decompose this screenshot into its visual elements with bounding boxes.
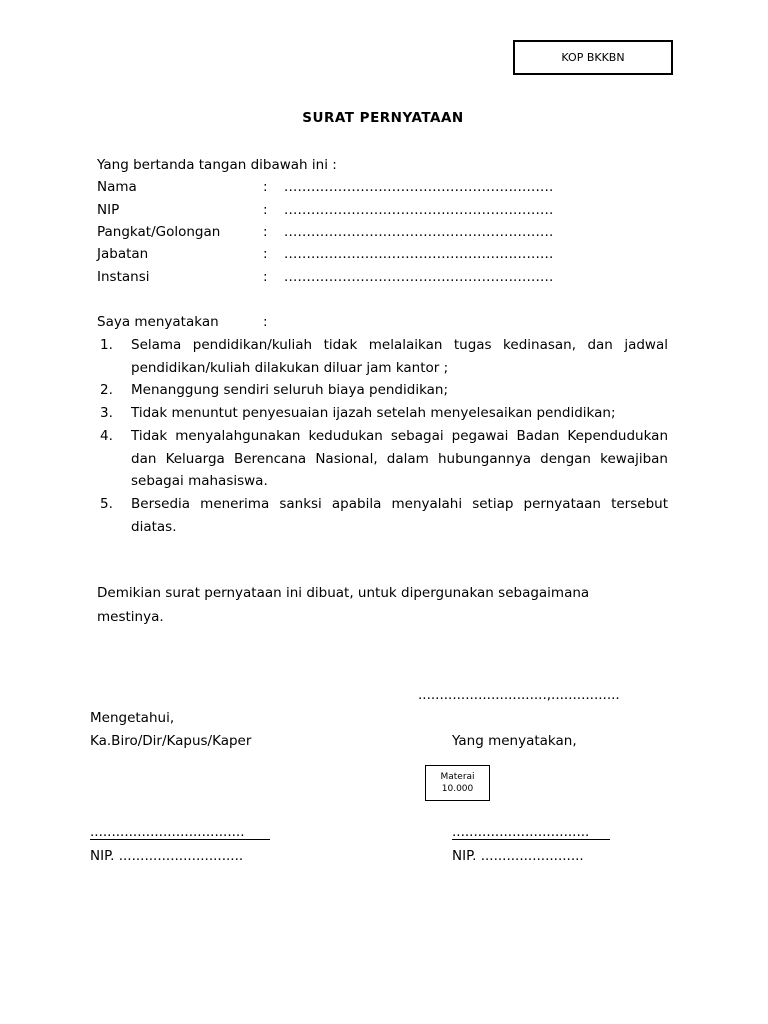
declarant-nip: NIP. ........................ xyxy=(452,848,584,864)
field-label: Instansi xyxy=(97,269,150,285)
field-value: ............................................................ xyxy=(284,179,554,195)
list-item xyxy=(97,334,668,379)
list-text: Selama pendidikan/kuliah tidak melalaikan tugas kedinasan, dan jadwal pendidikan/kuliah dilakukan diluar jam kantor ; xyxy=(131,337,668,376)
field-colon: : xyxy=(263,269,268,285)
list-item xyxy=(97,425,668,493)
list-item xyxy=(97,402,668,425)
field-label: Pangkat/Golongan xyxy=(97,224,221,240)
declarant-label: Yang menyatakan, xyxy=(452,733,577,749)
list-number: 5. xyxy=(100,495,113,512)
approver-title: Ka.Biro/Dir/Kapus/Kaper xyxy=(90,733,252,749)
list-item xyxy=(97,379,668,402)
kop-placeholder-box xyxy=(513,40,673,75)
field-colon: : xyxy=(263,202,268,218)
field-colon: : xyxy=(263,179,268,195)
list-number: 4. xyxy=(100,427,113,444)
list-text: Tidak menyalahgunakan kedudukan sebagai pegawai Badan Kependudukan dan Keluarga Berencana Nasional, dalam hubungannya dengan kewajiban sebagai mahasiswa. xyxy=(131,427,668,490)
field-value: ............................................................ xyxy=(284,224,554,240)
document-title: SURAT PERNYATAAN xyxy=(302,110,464,126)
field-value: ............................................................ xyxy=(284,246,554,262)
approver-nip: NIP. ............................. xyxy=(90,848,244,864)
list-number: 3. xyxy=(100,405,113,422)
materai-stamp-box xyxy=(425,765,490,801)
field-label: NIP xyxy=(97,202,120,218)
approver-name-line: .................................... xyxy=(90,824,245,840)
kop-label: KOP BKKBN xyxy=(561,51,625,64)
declarant-name-line: ................................ xyxy=(452,824,590,840)
statement-colon: : xyxy=(263,314,268,330)
field-value: ............................................................ xyxy=(284,202,554,218)
intro-text: Yang bertanda tangan dibawah ini : xyxy=(97,157,337,173)
statement-list xyxy=(97,334,668,538)
acknowledged-label: Mengetahui, xyxy=(90,710,175,726)
field-label: Jabatan xyxy=(97,246,149,262)
place-date-line: ..............................,................ xyxy=(418,687,620,703)
field-colon: : xyxy=(263,246,268,262)
list-text: Bersedia menerima sanksi apabila menyalahi setiap pernyataan tersebut diatas. xyxy=(131,495,668,535)
field-label: Nama xyxy=(97,179,137,195)
materai-value: 10.000 xyxy=(441,784,474,794)
statement-label: Saya menyatakan xyxy=(97,314,219,330)
closing-paragraph: Demikian surat pernyataan ini dibuat, untuk dipergunakan sebagaimana mestinya. xyxy=(97,585,590,625)
materai-label: Materai xyxy=(440,772,475,782)
field-value: ............................................................ xyxy=(284,269,554,285)
declarant-signature-rule xyxy=(452,839,610,840)
field-colon: : xyxy=(263,224,268,240)
approver-signature-rule xyxy=(90,839,270,840)
list-number: 1. xyxy=(100,337,113,353)
list-text: Menanggung sendiri seluruh biaya pendidikan; xyxy=(131,382,449,399)
list-text: Tidak menuntut penyesuaian ijazah setelah menyelesaikan pendidikan; xyxy=(131,405,616,422)
list-item xyxy=(97,493,668,538)
list-number: 2. xyxy=(100,382,113,399)
